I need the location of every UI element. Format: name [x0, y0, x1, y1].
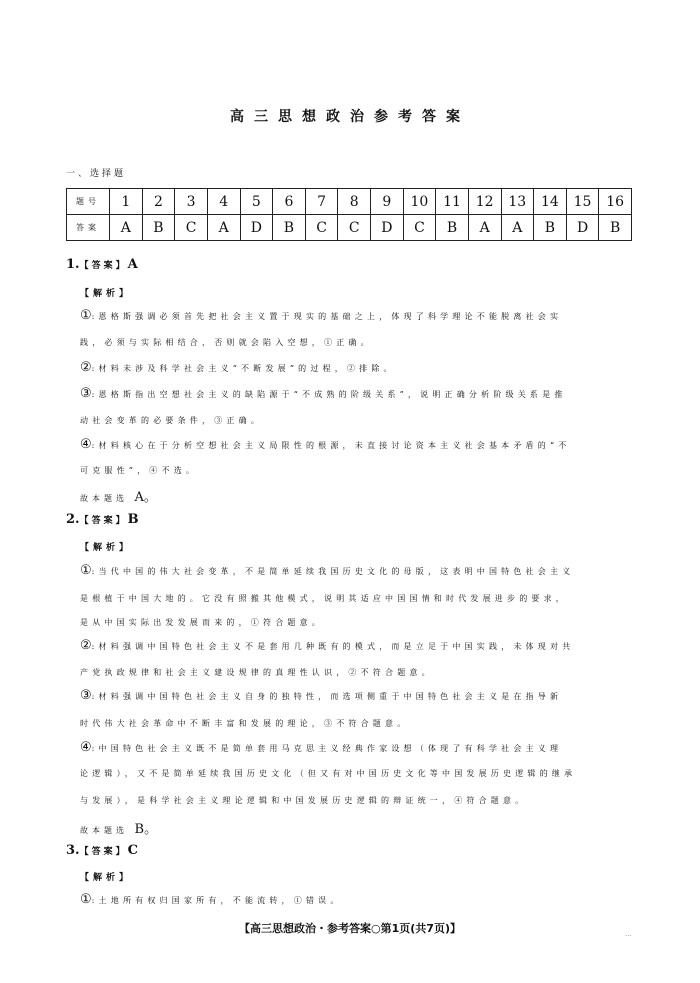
answer-label: 【答案】 — [79, 261, 128, 271]
question-number: 2. — [66, 512, 80, 527]
corner-mark: ... — [625, 930, 632, 938]
analysis-text: 可克服性”，④不选。 — [80, 466, 199, 475]
answer-cell: D — [371, 215, 404, 241]
number-cell: 14 — [534, 189, 567, 215]
answer-cell: C — [305, 215, 338, 241]
question-answer: B — [127, 512, 139, 527]
analysis-line — [80, 360, 635, 375]
analysis-line — [80, 664, 635, 679]
conclusion — [80, 486, 157, 505]
conclusion-answer: B。 — [134, 822, 158, 837]
number-cell: 15 — [566, 189, 599, 215]
analysis-label: 【解析】 — [80, 873, 133, 883]
answer-cell: B — [599, 215, 632, 241]
answer-cell: D — [566, 215, 599, 241]
number-cell: 12 — [468, 189, 501, 215]
analysis-line — [80, 688, 635, 703]
analysis-text: :材料核心在于分析空想社会主义局限性的根源，未直接讨论资本主义社会基本矛盾的“不 — [91, 441, 571, 450]
analysis-text: 动社会变革的必要条件，③正确。 — [80, 416, 263, 425]
option-marker: ① — [80, 563, 92, 578]
number-cell: 6 — [273, 189, 306, 215]
answer-cell: C — [338, 215, 371, 241]
number-cell: 5 — [240, 189, 273, 215]
number-cell: 7 — [305, 189, 338, 215]
number-cell: 16 — [599, 189, 632, 215]
analysis-label: 【解析】 — [80, 543, 133, 553]
answer-cell: B — [534, 215, 567, 241]
analysis-line — [80, 437, 635, 452]
option-marker: ② — [80, 360, 92, 375]
analysis-text: 与发展），是科学社会主义理论逻辑和中国发展历史逻辑的辩证统一，④符合题意。 — [80, 796, 528, 805]
analysis-line — [80, 462, 635, 477]
option-marker: ② — [80, 638, 92, 653]
answer-table — [66, 188, 632, 241]
answer-label: 【答案】 — [79, 516, 128, 526]
analysis-text: 践，必须与实际相结合，否则就会陷入空想，①正确。 — [80, 338, 373, 347]
number-cell: 2 — [142, 189, 175, 215]
option-marker: ④ — [80, 437, 92, 452]
number-cell: 3 — [175, 189, 208, 215]
analysis-line — [80, 638, 635, 653]
conclusion — [80, 818, 157, 837]
answer-cell: C — [175, 215, 208, 241]
row-header-number: 题号 — [67, 189, 110, 215]
question-answer: A — [127, 257, 138, 272]
analysis-label: 【解析】 — [80, 289, 133, 299]
number-cell: 9 — [371, 189, 404, 215]
analysis-text: :恩格斯指出空想社会主义的缺陷源于“不成熟的阶级关系”，说明正确分析阶级关系是推 — [91, 390, 567, 399]
conclusion-text: 故本题选 — [80, 494, 128, 503]
option-marker: ③ — [80, 688, 92, 703]
row-header-answer: 答案 — [67, 215, 110, 241]
page-title: 高三思想政治参考答案 — [230, 109, 470, 125]
number-cell: 11 — [436, 189, 469, 215]
answer-label: 【答案】 — [79, 847, 128, 857]
question-header — [66, 843, 138, 858]
answer-cell: A — [468, 215, 501, 241]
number-cell: 8 — [338, 189, 371, 215]
answer-cell: D — [240, 215, 273, 241]
answer-cell: B — [142, 215, 175, 241]
analysis-text: :材料强调中国特色社会主义自身的独特性，而选项侧重于中国特色社会主义是在指导新 — [91, 692, 563, 701]
analysis-line — [80, 740, 635, 755]
analysis-text: 时代伟大社会革命中不断丰富和发展的理论，③不符合题意。 — [80, 719, 410, 728]
analysis-line — [80, 892, 635, 907]
analysis-line — [80, 715, 635, 730]
question-answer: C — [127, 843, 138, 858]
analysis-line — [80, 386, 635, 401]
analysis-line — [80, 614, 635, 629]
option-marker: ④ — [80, 740, 92, 755]
analysis-text: 是根植于中国大地的。它没有照搬其他模式，说明其适应中国国情和时代发展进步的要求， — [80, 594, 568, 603]
analysis-text: :当代中国的伟大社会变革，不是简单延续我国历史文化的母版，这表明中国特色社会主义 — [91, 567, 575, 576]
answer-cell: B — [273, 215, 306, 241]
analysis-text: :中国特色社会主义既不是简单套用马克思主义经典作家设想（体现了有科学社会主义理 — [91, 744, 563, 753]
analysis-line — [80, 590, 635, 605]
number-cell: 13 — [501, 189, 534, 215]
answer-cell: A — [110, 215, 143, 241]
section-heading: 一、选择题 — [66, 169, 127, 179]
conclusion-text: 故本题选 — [80, 826, 128, 835]
number-cell: 10 — [403, 189, 436, 215]
number-cell: 1 — [110, 189, 143, 215]
answer-cell: A — [501, 215, 534, 241]
page-footer: 【高三思想政治・参考答案○第1页(共7页)】 — [239, 922, 461, 935]
analysis-line — [80, 308, 635, 323]
question-number: 3. — [66, 843, 80, 858]
option-marker: ① — [80, 892, 92, 907]
number-cell: 4 — [207, 189, 240, 215]
question-header — [66, 257, 138, 272]
analysis-line — [80, 334, 635, 349]
answer-row — [67, 215, 632, 241]
analysis-line — [80, 765, 635, 780]
option-marker: ③ — [80, 386, 92, 401]
number-row — [67, 189, 632, 215]
analysis-line — [80, 412, 635, 427]
answer-cell: C — [403, 215, 436, 241]
analysis-text: 是从中国实际出发发展而来的，①符合题意。 — [80, 618, 324, 627]
analysis-text: :材料未涉及科学社会主义“不断发展”的过程，②排除。 — [91, 364, 396, 373]
question-header — [66, 512, 139, 527]
analysis-line — [80, 563, 635, 578]
analysis-text: 产党执政规律和社会主义建设规律的真理性认识，②不符合题意。 — [80, 668, 434, 677]
answer-cell: A — [207, 215, 240, 241]
conclusion-answer: A。 — [134, 490, 157, 505]
option-marker: ① — [80, 308, 92, 323]
analysis-text: :土地所有权归国家所有，不能流转，①错误。 — [91, 896, 343, 905]
analysis-text: :恩格斯强调必须首先把社会主义置于现实的基础之上，体现了科学理论不能脱离社会实 — [91, 312, 563, 321]
analysis-text: 论逻辑），又不是简单延续我国历史文化（但又有对中国历史文化等中国发展历史逻辑的继承 — [80, 769, 577, 778]
answer-cell: B — [436, 215, 469, 241]
question-number: 1. — [66, 257, 80, 272]
analysis-text: :材料强调中国特色社会主义不是套用几种既有的模式，而是立足于中国实践，未体现对共 — [91, 642, 575, 651]
analysis-line — [80, 792, 635, 807]
